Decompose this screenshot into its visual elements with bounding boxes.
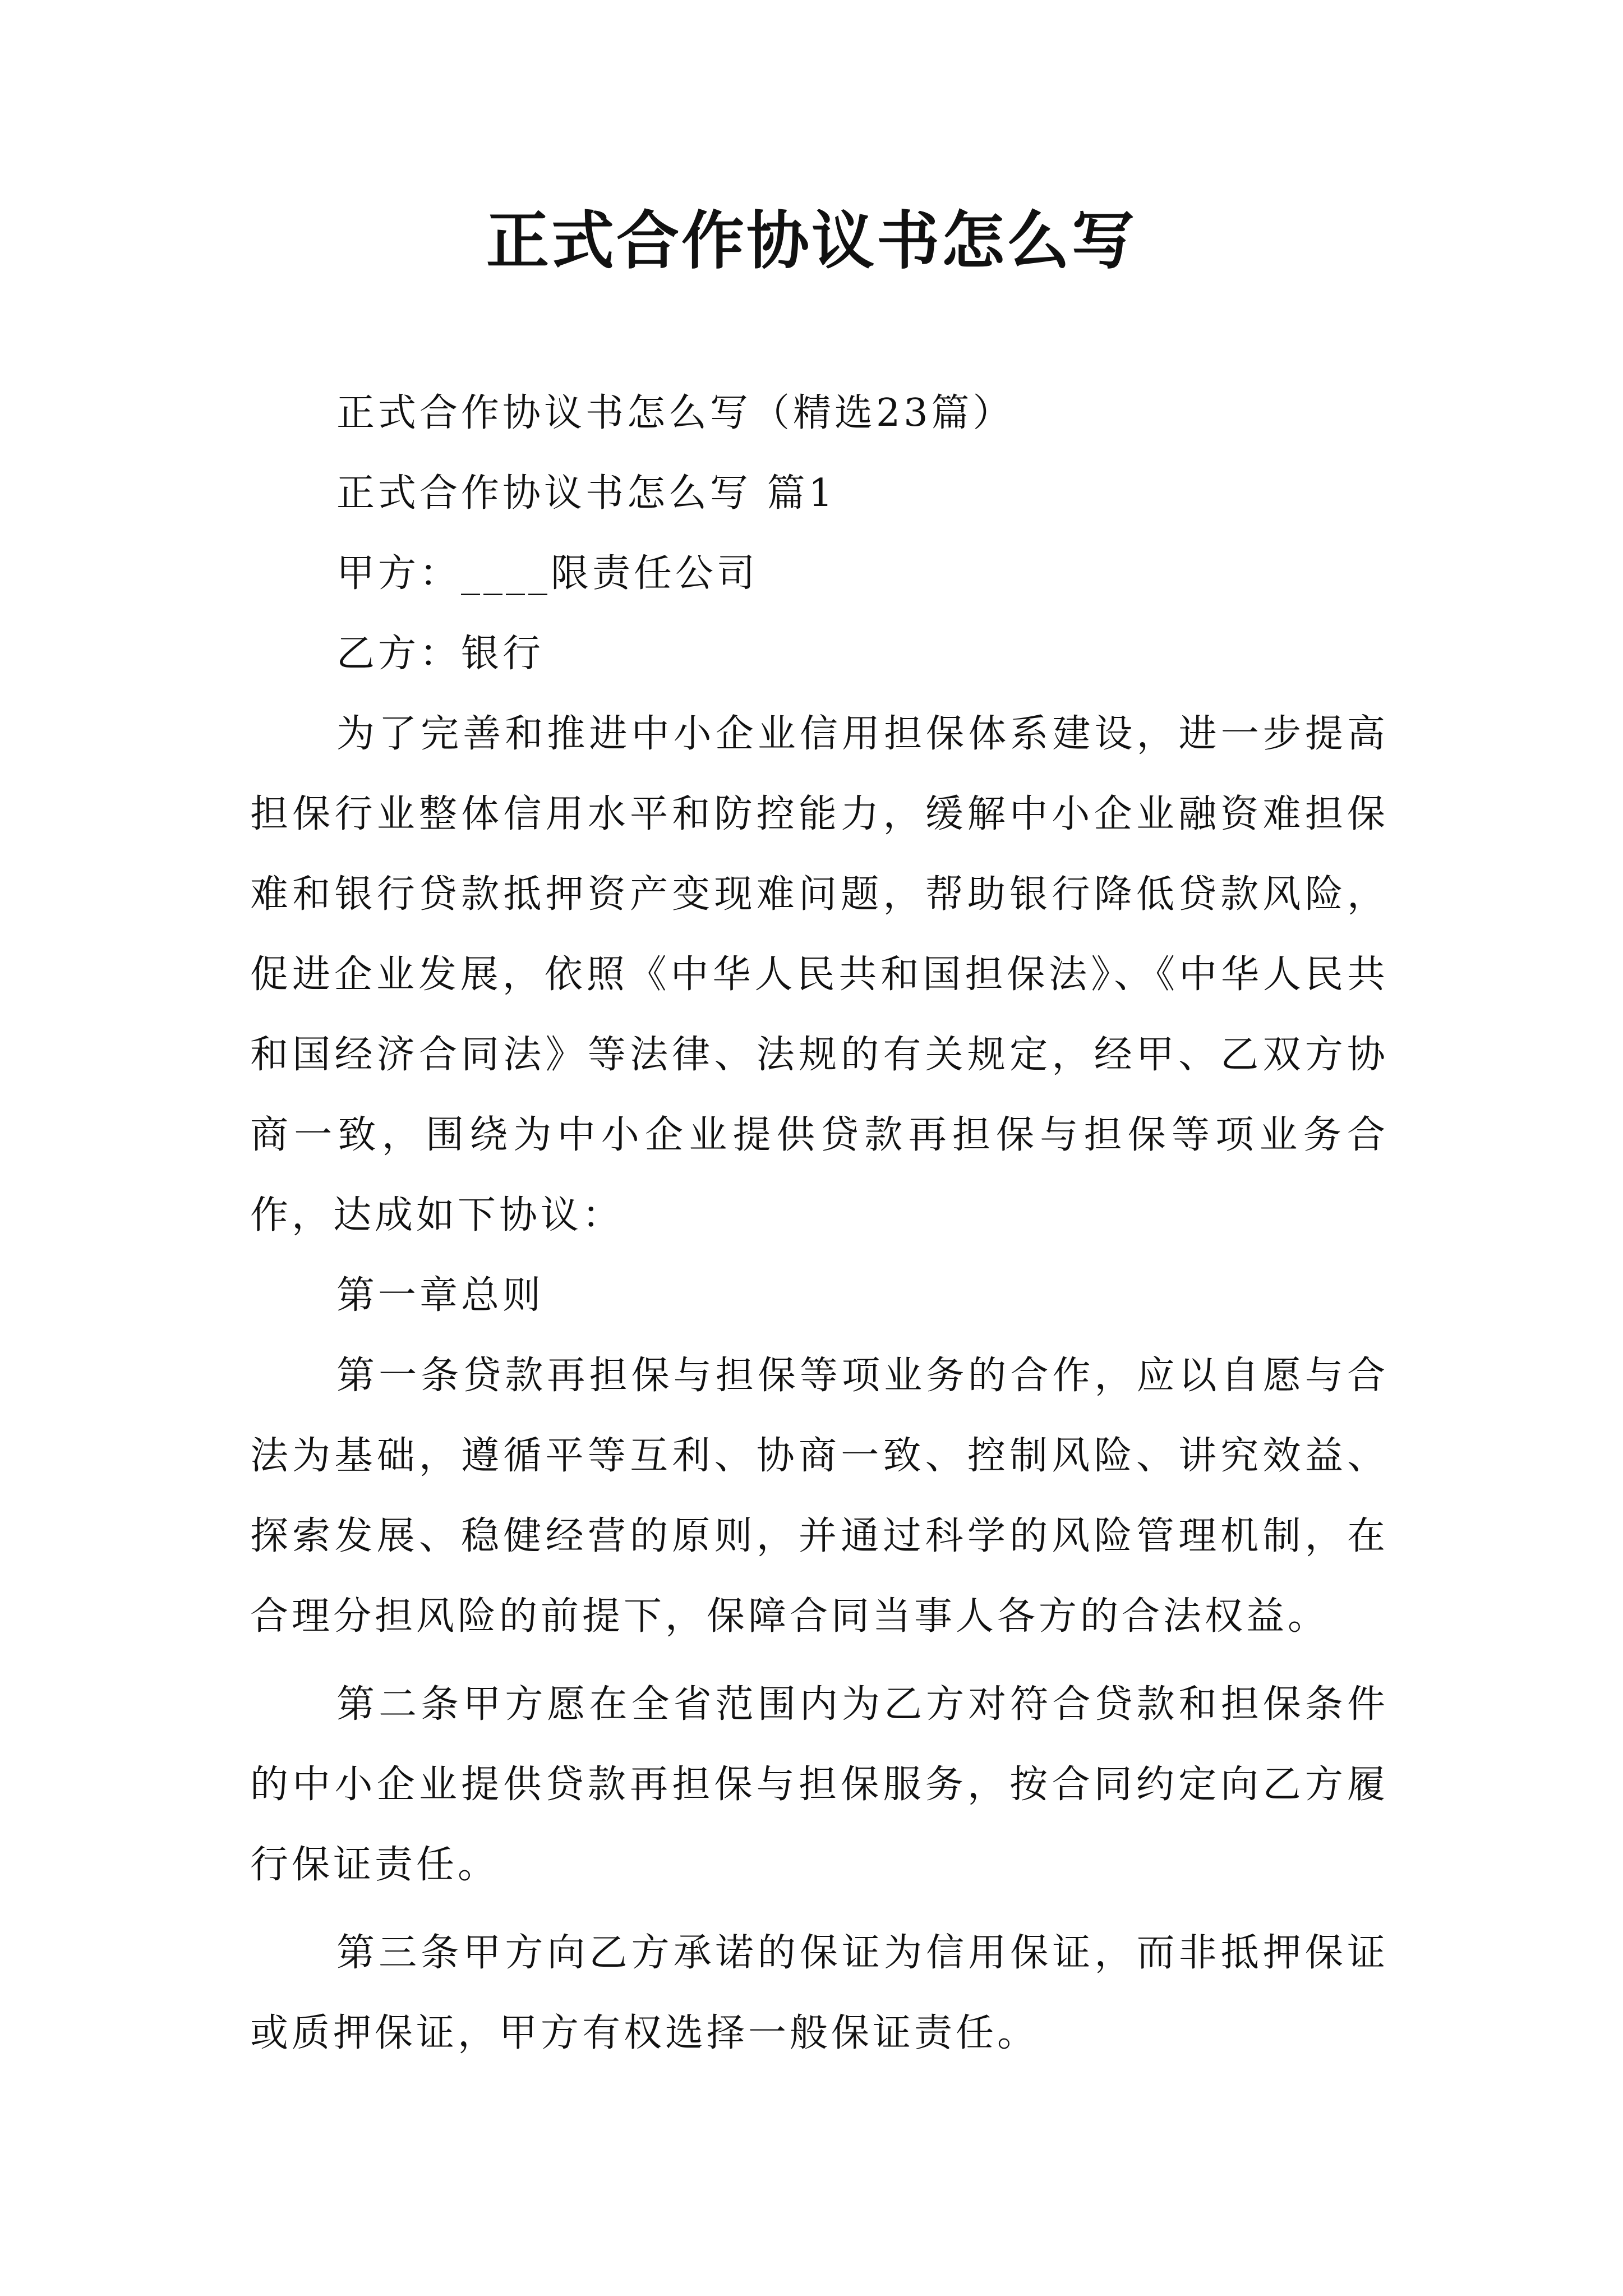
subtitle-paragraph: 正式合作协议书怎么写（精选23篇） — [336, 391, 1015, 435]
article-1-paragraph: 第一条贷款再担保与担保等项业务的合作，应以自愿与合法为基础，遵循平等互利、协商一致、控制风险、讲究效益、探索发展、稳健经营的原则，并通过科学的风险管理机制，在合理分担风险的前提下，保障合同当事人各方的合法权益。 — [250, 1354, 1389, 1639]
article-3-paragraph: 第三条甲方向乙方承诺的保证为信用保证，而非抵押保证或质押保证，甲方有权选择一般保证责任。 — [250, 1931, 1389, 2055]
preamble-paragraph: 为了完善和推进中小企业信用担保体系建设，进一步提高担保行业整体信用水平和防控能力，缓解中小企业融资难担保难和银行贷款抵押资产变现难问题，帮助银行降低贷款风险，促进企业发展，依照《中华人民共和国担保法》、《中华人民共和国经济合同法》等法律、法规的有关规定，经甲、乙双方协商一致，围绕为中小企业提供贷款再担保与担保等项业务合作，达成如下协议： — [250, 712, 1389, 1237]
party-b-line: 乙方：银行 — [336, 632, 545, 676]
page-title: 正式合作协议书怎么写 — [486, 205, 1137, 278]
article-2-paragraph: 第二条甲方愿在全省范围内为乙方对符合贷款和担保条件的中小企业提供贷款再担保与担保服务，按合同约定向乙方履行保证责任。 — [250, 1682, 1389, 1887]
chapter-heading: 第一章总则 — [336, 1273, 545, 1318]
party-a-line: 甲方：____限责任公司 — [336, 551, 759, 596]
document-body — [250, 373, 1389, 2073]
section-heading: 正式合作协议书怎么写 篇1 — [336, 471, 836, 516]
